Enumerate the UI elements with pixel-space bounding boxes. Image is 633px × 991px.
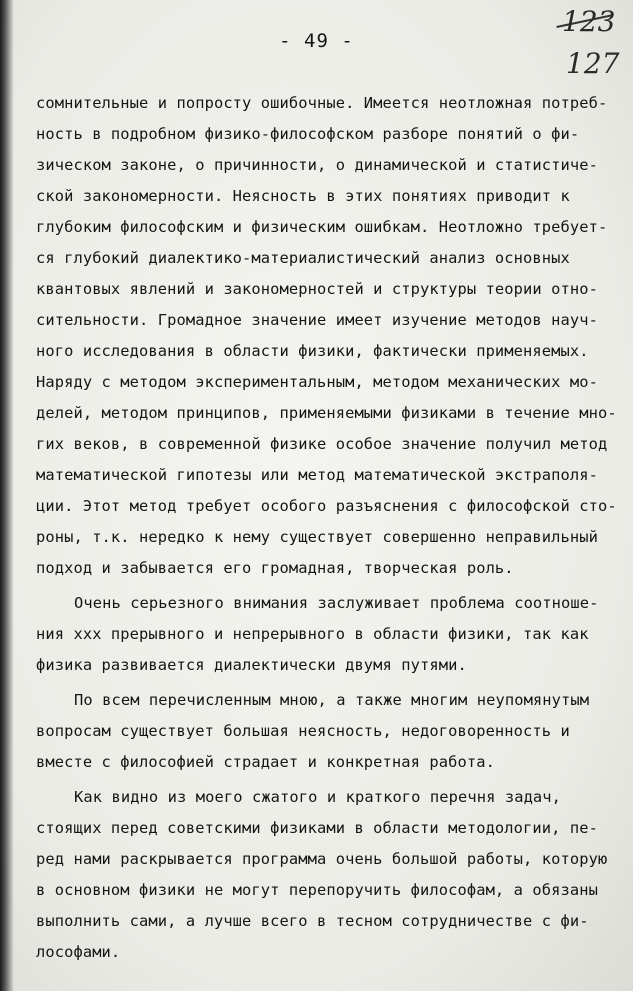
- text-line: квантовых явлений и закономерностей и структуры теории отно-: [36, 280, 598, 298]
- text-line: лософами.: [36, 943, 121, 961]
- text-line: вместе с философией страдает и конкретная работа.: [36, 753, 495, 771]
- scan-edge-shadow: [0, 0, 14, 991]
- text-line: математической гипотезы или метод математической экстраполя-: [36, 466, 598, 484]
- text-line: гих веков, в современной физике особое значение получил метод: [36, 435, 608, 453]
- page-number: - 49 -: [279, 30, 354, 52]
- text-line: ния ххх прерывного и непрерывного в области физики, так как: [36, 625, 589, 643]
- text-line: ного исследования в области физики, фактически применяемых.: [36, 342, 589, 360]
- text-line: сительности. Громадное значение имеет изучение методов науч-: [36, 311, 598, 329]
- text-line: физика развивается диалектически двумя путями.: [36, 656, 467, 674]
- text-line-indented: По всем перечисленным мною, а также многим неупомянутым: [74, 691, 590, 709]
- text-line: зическом законе, о причинности, о динамической и статистиче-: [36, 156, 598, 174]
- text-line-indented: Как видно из моего сжатого и краткого перечня задач,: [74, 788, 562, 806]
- text-line: выполнить сами, а лучше всего в тесном сотрудничестве с фи-: [36, 912, 589, 930]
- text-line: глубоким философским и физическим ошибкам. Неотложно требует-: [36, 218, 608, 236]
- text-line: ской закономерности. Неясность в этих понятиях приводит к: [36, 187, 570, 205]
- text-line: делей, методом принципов, применяемыми физиками в течение мно-: [36, 404, 617, 422]
- text-line: Наряду с методом экспериментальным, методом механических мо-: [36, 373, 598, 391]
- handwritten-number-2: 127: [566, 47, 620, 80]
- text-line: ции. Этот метод требует особого разъяснения с философской сто-: [36, 497, 617, 515]
- text-line-indented: Очень серьезного внимания заслуживает проблема соотноше-: [74, 594, 599, 612]
- text-line: стоящих перед советскими физиками в области методологии, пе-: [36, 819, 598, 837]
- text-line: сомнительные и попросту ошибочные. Имеется неотложная потреб-: [36, 94, 608, 112]
- text-line: ность в подробном физико-философском разборе понятий о фи-: [36, 125, 580, 143]
- text-line: подход и забывается его громадная, творческая роль.: [36, 559, 514, 577]
- handwritten-number-1: 123: [562, 5, 616, 38]
- text-line: ред нами раскрывается программа очень большой работы, которую: [36, 850, 608, 868]
- text-line: в основном физики не могут перепоручить философам, а обязаны: [36, 881, 598, 899]
- text-line: ся глубокий диалектико-материалистический анализ основных: [36, 249, 570, 267]
- text-line: вопросам существует большая неясность, недоговоренность и: [36, 722, 570, 740]
- text-line: роны, т.к. нередко к нему существует совершенно неправильный: [36, 528, 598, 546]
